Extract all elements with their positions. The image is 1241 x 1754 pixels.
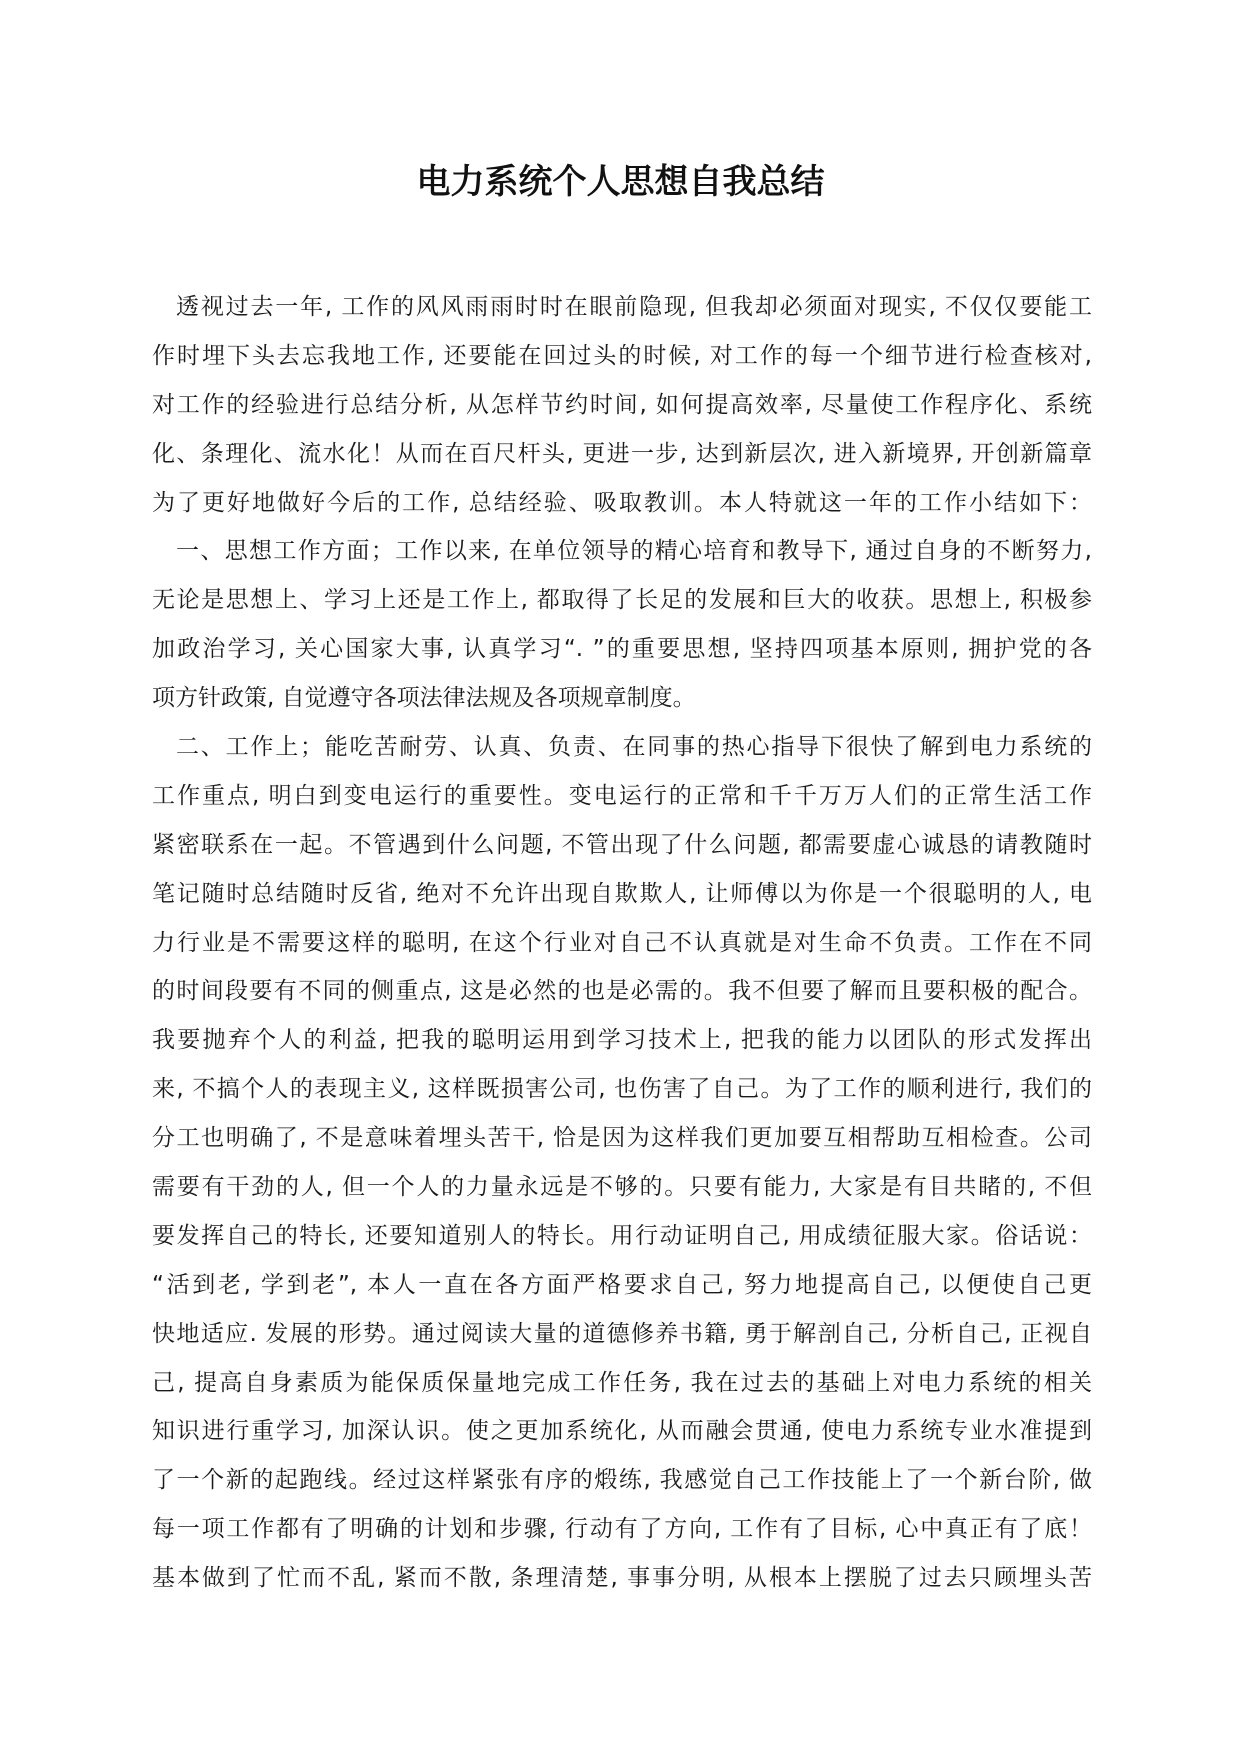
text-line: “活到老, 学到老”, 本人一直在各方面严格要求自己, 努力地提高自己, 以便使自己更 <box>152 1271 1092 1298</box>
text-line: 加政治学习, 关心国家大事, 认真学习“. ”的重要思想, 坚持四项基本原则, 拥护党的各 <box>152 636 1092 663</box>
text-line: 无论是思想上、学习上还是工作上, 都取得了长足的发展和巨大的收获。思想上, 积极参 <box>152 587 1092 614</box>
text-line: 为了更好地做好今后的工作, 总结经验、吸取教训。本人特就这一年的工作小结如下： <box>152 489 1092 516</box>
text-line: 一、思想工作方面；工作以来, 在单位领导的精心培育和教导下, 通过自身的不断努力, <box>176 538 1092 565</box>
text-line: 透视过去一年, 工作的风风雨雨时时在眼前隐现, 但我却必须面对现实, 不仅仅要能工 <box>176 294 1092 320</box>
text-line: 每一项工作都有了明确的计划和步骤, 行动有了方向, 工作有了目标, 心中真正有了底！ <box>152 1516 1092 1543</box>
text-line: 要发挥自己的特长, 还要知道别人的特长。用行动证明自己, 用成绩征服大家。俗话说： <box>152 1222 1092 1249</box>
document-body <box>152 283 1092 1603</box>
text-line: 力行业是不需要这样的聪明, 在这个行业对自己不认真就是对生命不负责。工作在不同 <box>152 929 1092 956</box>
text-line: 的时间段要有不同的侧重点, 这是必然的也是必需的。我不但要了解而且要积极的配合。 <box>152 978 1092 1005</box>
text-line: 基本做到了忙而不乱, 紧而不散, 条理清楚, 事事分明, 从根本上摆脱了过去只顾埋头苦 <box>152 1565 1092 1592</box>
text-line: 紧密联系在一起。不管遇到什么问题, 不管出现了什么问题, 都需要虚心诚恳的请教随时 <box>152 831 1092 858</box>
text-line: 对工作的经验进行总结分析, 从怎样节约时间, 如何提高效率, 尽量使工作程序化、系统 <box>152 391 1092 418</box>
text-line: 工作重点, 明白到变电运行的重要性。变电运行的正常和千千万万人们的正常生活工作 <box>152 782 1092 809</box>
text-line: 我要抛弃个人的利益, 把我的聪明运用到学习技术上, 把我的能力以团队的形式发挥出 <box>152 1027 1092 1054</box>
text-line: 快地适应. 发展的形势。通过阅读大量的道德修养书籍, 勇于解剖自己, 分析自己, 正视自 <box>152 1320 1092 1347</box>
text-line: 己, 提高自身素质为能保质保量地完成工作任务, 我在过去的基础上对电力系统的相关 <box>152 1369 1092 1396</box>
text-line: 来, 不搞个人的表现主义, 这样既损害公司, 也伤害了自己。为了工作的顺利进行, 我们的 <box>152 1076 1092 1103</box>
text-line: 需要有干劲的人, 但一个人的力量永远是不够的。只要有能力, 大家是有目共睹的, 不但 <box>152 1174 1092 1201</box>
text-line: 化、条理化、流水化！从而在百尺杆头, 更进一步, 达到新层次, 进入新境界, 开创新篇章 <box>152 440 1092 467</box>
text-line: 笔记随时总结随时反省, 绝对不允许出现自欺欺人, 让师傅以为你是一个很聪明的人, 电 <box>152 880 1092 907</box>
text-line: 了一个新的起跑线。经过这样紧张有序的煅练, 我感觉自己工作技能上了一个新台阶, 做 <box>152 1467 1092 1494</box>
text-line: 作时埋下头去忘我地工作, 还要能在回过头的时候, 对工作的每一个细节进行检查核对, <box>152 342 1092 369</box>
text-line: 分工也明确了, 不是意味着埋头苦干, 恰是因为这样我们更加要互相帮助互相检查。公司 <box>152 1125 1092 1152</box>
text-line: 知识进行重学习, 加深认识。使之更加系统化, 从而融会贯通, 使电力系统专业水准提到 <box>152 1418 1092 1445</box>
document-title: 电力系统个人思想自我总结 <box>416 162 825 202</box>
text-line: 项方针政策, 自觉遵守各项法律法规及各项规章制度。 <box>152 685 696 712</box>
text-line: 二、工作上；能吃苦耐劳、认真、负责、在同事的热心指导下很快了解到电力系统的 <box>176 734 1092 761</box>
